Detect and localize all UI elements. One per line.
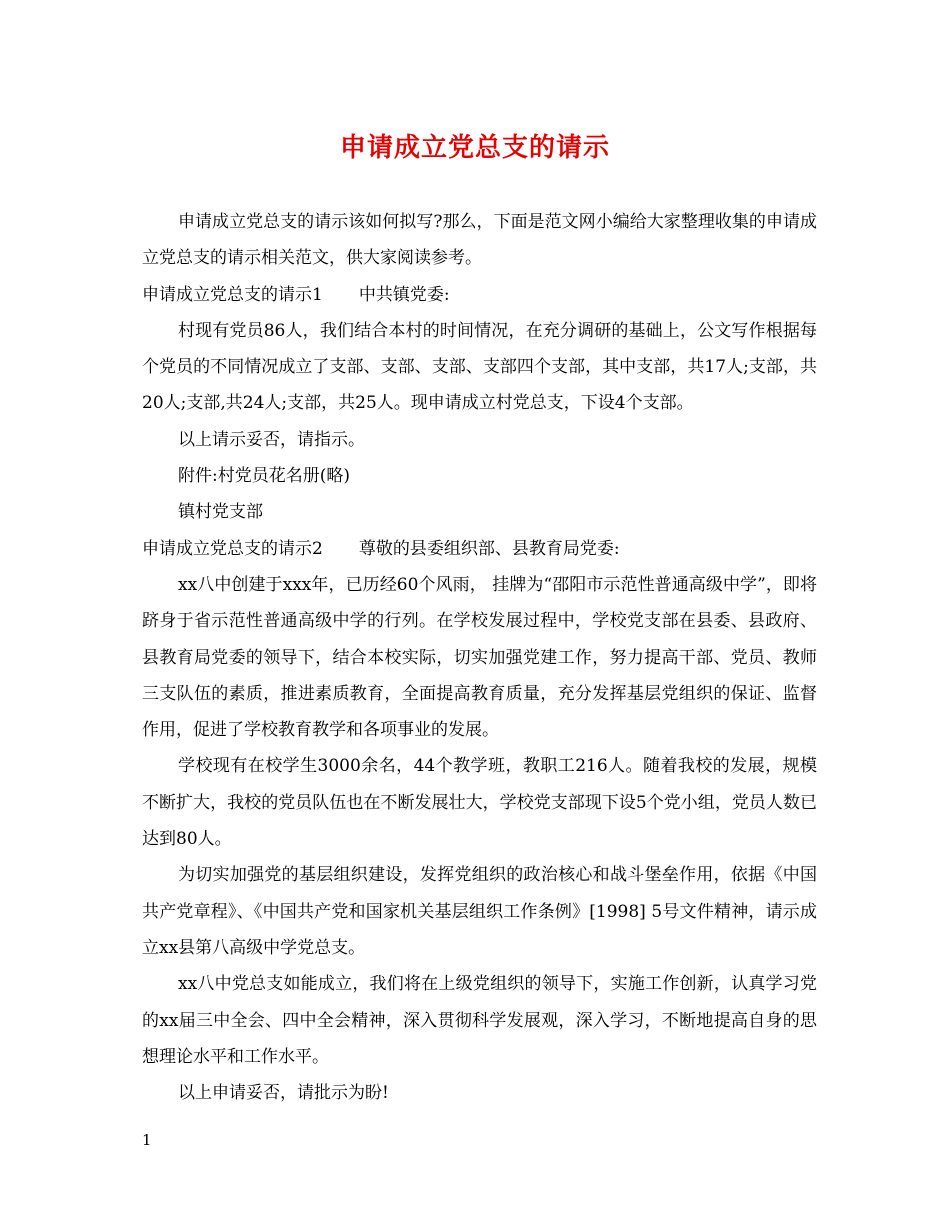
body-paragraph: 学校现有在校学生3000余名，44个教学班，教职工216人。随着我校的发展，规模不断扩大，我校的党员队伍也在不断发展壮大，学校党支部现下设5个党小组，党员人数已达到80人。 <box>142 756 817 850</box>
section-heading-2 <box>142 531 817 567</box>
body-paragraph: xx八中党总支如能成立，我们将在上级党组织的领导下，实施工作创新，认真学习党的xx届三中全会、四中全会精神，深入贯彻科学发展观，深入学习，不断地提高自身的思想理论水平和工作水平。 <box>142 974 817 1067</box>
intro-paragraph: 申请成立党总支的请示该如何拟写?那么，下面是范文网小编给大家整理收集的申请成立党总支的请示相关范文，供大家阅读参考。 <box>142 212 817 269</box>
document-body <box>142 204 817 1111</box>
attachment-line: 附件:村党员花名册(略) <box>178 466 350 487</box>
page-title: 申请成立党总支的请示 <box>339 133 610 163</box>
body-paragraph: 为切实加强党的基层组织建设，发挥党组织的政治核心和战斗堡垒作用，依据《中国共产党章程》、《中国共产党和国家机关基层组织工作条例》[1998] 5号文件精神，请示成立xx县第八高级中学党总支。 <box>142 865 817 958</box>
section-label: 申请成立党总支的请示1 <box>142 284 323 305</box>
section-heading-1 <box>142 277 817 313</box>
page-number: 1 <box>142 1131 152 1149</box>
body-paragraph: xx八中创建于xxx年，已历经60个风雨， 挂牌为“邵阳市示范性普通高级中学”，即将跻身于省示范性普通高级中学的行列。在学校发展过程中，学校党支部在县委、县政府、县教育局党委的领导下，结合本校实际，切实加强党建工作，努力提高干部、党员、教师三支队伍的素质，推进素质教育，全面提高教育质量，充分发挥基层党组织的保证、监督作用，促进了学校教育教学和各项事业的发展。 <box>142 574 817 741</box>
closing-line: 以上申请妥否，请批示为盼! <box>178 1083 389 1104</box>
body-paragraph: 村现有党员86人，我们结合本村的时间情况，在充分调研的基础上，公文写作根据每个党员的不同情况成立了支部、支部、支部、支部四个支部，其中支部，共17人;支部，共20人;支部,共24人;支部，共25人。现申请成立村党总支，下设4个支部。 <box>142 320 817 414</box>
section-label: 申请成立党总支的请示2 <box>142 538 323 559</box>
salutation: 中共镇党委: <box>358 284 450 305</box>
body-paragraph: 以上请示妥否，请指示。 <box>178 429 365 450</box>
signature-line: 镇村党支部 <box>178 502 263 523</box>
salutation: 尊敬的县委组织部、县教育局党委: <box>358 538 620 559</box>
